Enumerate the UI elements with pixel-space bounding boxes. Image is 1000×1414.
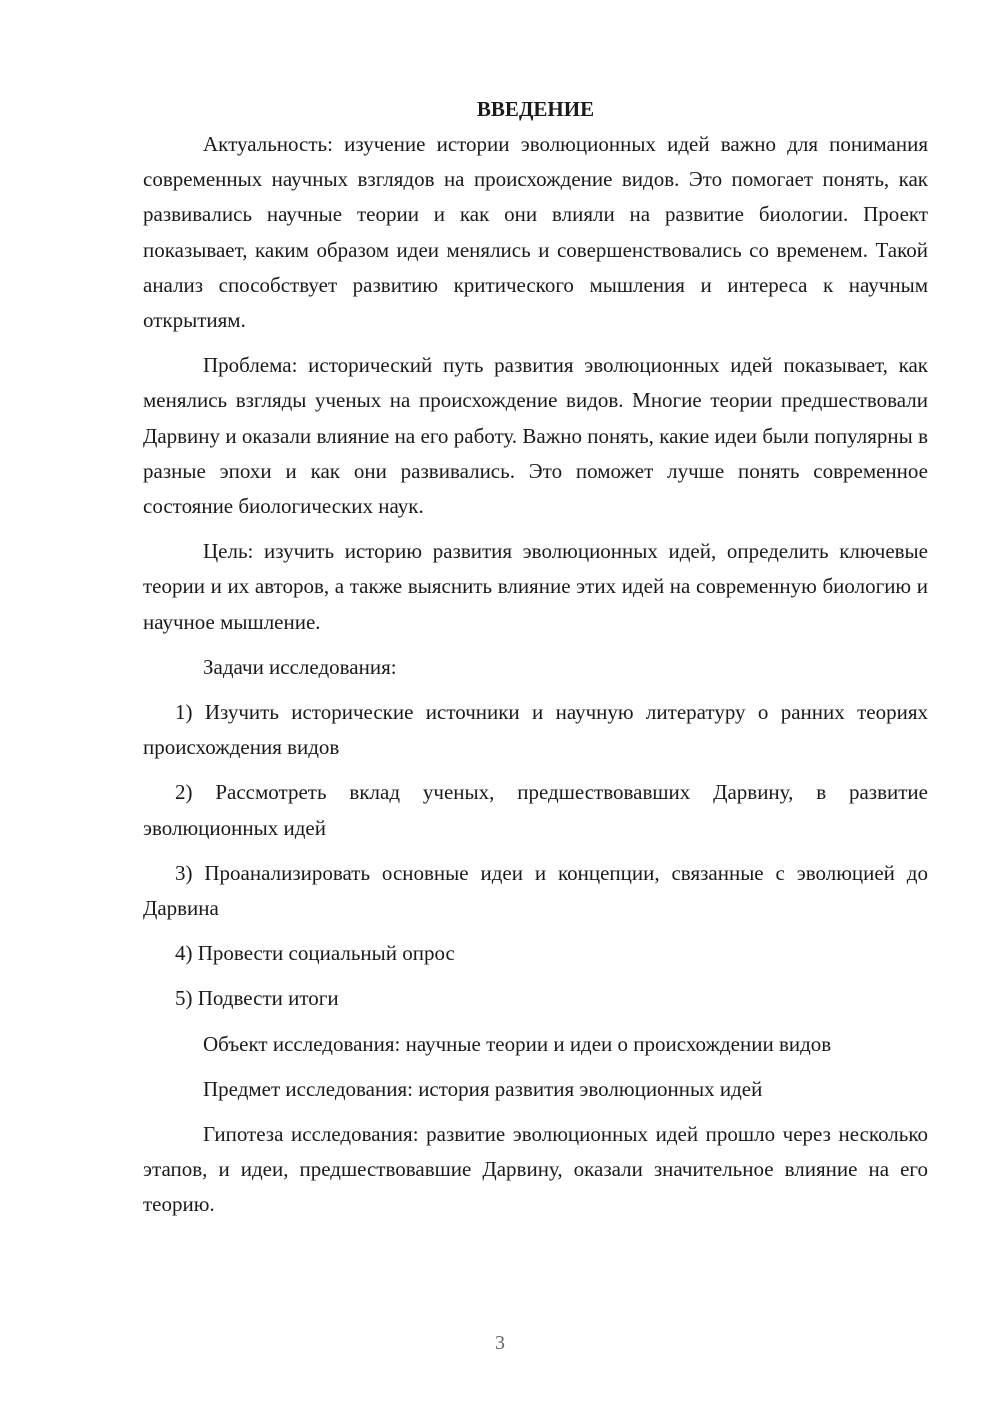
problem-paragraph: Проблема: исторический путь развития эволюционных идей показывает, как менялись взгляды ученых на происхождение видов. Многие теории предшествовали Дарвину и оказали влияние на его работу. Важно понять, какие идеи были популярны в разные эпохи и как они развивались. Это поможет лучше понять современное состояние биологических наук. [143, 353, 928, 519]
subject-paragraph: Предмет исследования: история развития эволюционных идей [203, 1076, 763, 1101]
task-item-4: 4) Провести социальный опрос [175, 941, 455, 966]
task-item-2: 2) Рассмотреть вклад ученых, предшествовавших Дарвину, в развитие эволюционных идей [143, 780, 928, 840]
goal-paragraph: Цель: изучить историю развития эволюционных идей, определить ключевые теории и их авторов, а также выяснить влияние этих идей на современную биологию и научное мышление. [143, 539, 928, 634]
section-title: ВВЕДЕНИЕ [476, 97, 595, 121]
task-item-3: 3) Проанализировать основные идеи и концепции, связанные с эволюцией до Дарвина [143, 860, 928, 921]
document-page [143, 92, 928, 1233]
tasks-heading: Задачи исследования: [203, 654, 397, 679]
page-number: 3 [495, 1332, 505, 1354]
task-item-5: 5) Подвести итоги [175, 986, 339, 1011]
hypothesis-paragraph: Гипотеза исследования: развитие эволюционных идей прошло через несколько этапов, и идеи, предшествовавшие Дарвину, оказали значительное влияние на его теорию. [143, 1122, 928, 1217]
object-paragraph: Объект исследования: научные теории и идеи о происхождении видов [203, 1031, 832, 1056]
task-item-1: 1) Изучить исторические источники и научную литературу о ранних теориях происхождения видов [143, 700, 928, 760]
relevance-paragraph: Актуальность: изучение истории эволюционных идей важно для понимания современных научных взглядов на происхождение видов. Это помогает понять, как развивались научные теории и как они влияли на развитие биологии. Проект показывает, каким образом идеи менялись и совершенствовались со временем. Такой анализ способствует развитию критического мышления и интереса к научным открытиям. [143, 132, 928, 333]
